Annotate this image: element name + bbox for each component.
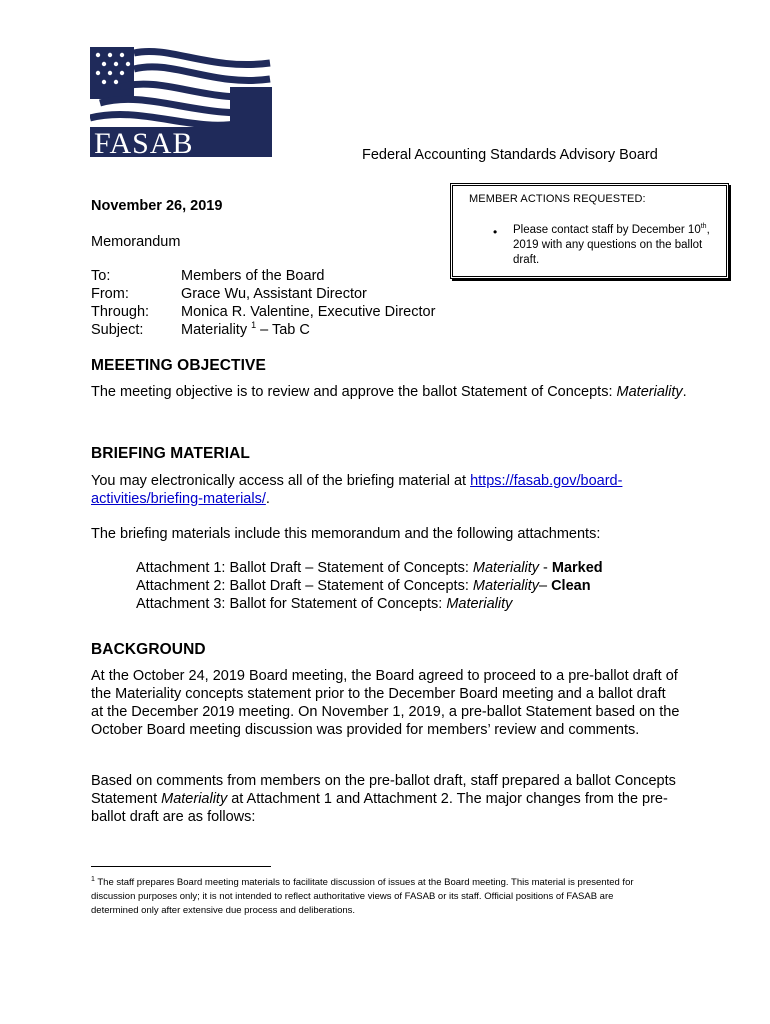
footnote-divider	[91, 866, 271, 867]
member-actions-text	[513, 223, 725, 268]
attachment-3-italic: Materiality	[446, 596, 513, 612]
background-paragraph-2	[91, 772, 691, 826]
member-actions-box	[450, 183, 729, 279]
to-label: To:	[91, 268, 111, 284]
action-text-b: , 2019 with any questions on the ballot draft.	[513, 224, 710, 266]
attachment-2-sep: –	[538, 578, 552, 594]
attachment-1-bold: Marked	[551, 560, 603, 576]
flag-logo-graphic	[90, 47, 272, 157]
attachment-1	[136, 560, 603, 576]
subject-value	[181, 322, 310, 338]
background-heading: BACKGROUND	[91, 641, 206, 658]
attachment-2-italic: Materiality	[472, 578, 539, 594]
attachment-2-bold: Clean	[551, 578, 591, 594]
attachment-1-italic: Materiality	[472, 560, 539, 576]
subject-tail: – Tab C	[256, 322, 310, 338]
action-text-sup: th	[700, 223, 707, 231]
objective-end: .	[682, 384, 687, 400]
memo-label: Memorandum	[91, 234, 181, 250]
through-value: Monica R. Valentine, Executive Director	[181, 304, 436, 320]
from-value: Grace Wu, Assistant Director	[181, 286, 367, 302]
footnote	[91, 876, 661, 918]
to-value: Members of the Board	[181, 268, 325, 284]
logo-text: FASAB	[94, 127, 194, 157]
background-paragraph-1: At the October 24, 2019 Board meeting, the Board agreed to proceed to a pre-ballot draft of the Materiality concepts statement prior to the December Board meeting and a ballot draft at the December 2019 meeting. On November 1, 2019, a pre-ballot Statement based on the October Board meeting discussion was provided for members’ review and comments.	[91, 668, 680, 738]
attachment-1-prefix: Attachment 1: Ballot Draft – Statement of Concepts:	[136, 560, 473, 576]
subject-label: Subject:	[91, 322, 144, 338]
bullet-icon: •	[493, 225, 498, 239]
briefing-link[interactable]: https://fasab.gov/board-activities/briefing-materials/	[91, 473, 623, 507]
subject-main: Materiality	[181, 322, 248, 338]
objective-text: The meeting objective is to review and approve the ballot Statement of Concepts:	[91, 384, 617, 400]
footnote-marker: 1	[91, 875, 95, 883]
objective-paragraph	[91, 383, 691, 401]
attachment-3-prefix: Attachment 3: Ballot for Statement of Concepts:	[136, 596, 447, 612]
from-label: From:	[91, 286, 129, 302]
memo-date: November 26, 2019	[91, 198, 223, 214]
background-p2-b: at Attachment 1 and Attachment 2. The major changes from the pre-ballot draft are as follows:	[91, 791, 668, 825]
member-actions-title: MEMBER ACTIONS REQUESTED:	[469, 193, 646, 205]
attachment-3	[136, 596, 512, 612]
objective-heading: MEEETING OBJECTIVE	[91, 357, 266, 374]
through-label: Through:	[91, 304, 150, 320]
attachment-2-prefix: Attachment 2: Ballot Draft – Statement of Concepts:	[136, 578, 473, 594]
briefing-end: .	[265, 491, 270, 507]
attachment-1-sep: -	[538, 560, 552, 576]
footnote-ref[interactable]: 1	[251, 320, 257, 331]
footnote-text: The staff prepares Board meeting materials to facilitate discussion of issues at the Board meeting. This material is presented for discussion purposes only; it is not intended to reflect authoritative views of FASAB or its staff. Official positions of FASAB are determined only after extensive due process and deliberations.	[91, 877, 634, 916]
background-p2-italic: Materiality	[161, 791, 228, 807]
action-text-a: Please contact staff by December 10	[513, 224, 701, 236]
fasab-logo	[90, 47, 272, 157]
briefing-paragraph	[91, 472, 661, 508]
background-p2-a: Based on comments from members on the pre-ballot draft, staff prepared a ballot Concepts Statement	[91, 773, 676, 807]
organization-name: Federal Accounting Standards Advisory Board	[362, 147, 658, 163]
objective-italic: Materiality	[616, 384, 683, 400]
attachment-2	[136, 578, 591, 594]
briefing-text: You may electronically access all of the briefing material at	[91, 473, 471, 489]
briefing-list-intro: The briefing materials include this memorandum and the following attachments:	[91, 526, 601, 542]
briefing-heading: BRIEFING MATERIAL	[91, 445, 250, 462]
